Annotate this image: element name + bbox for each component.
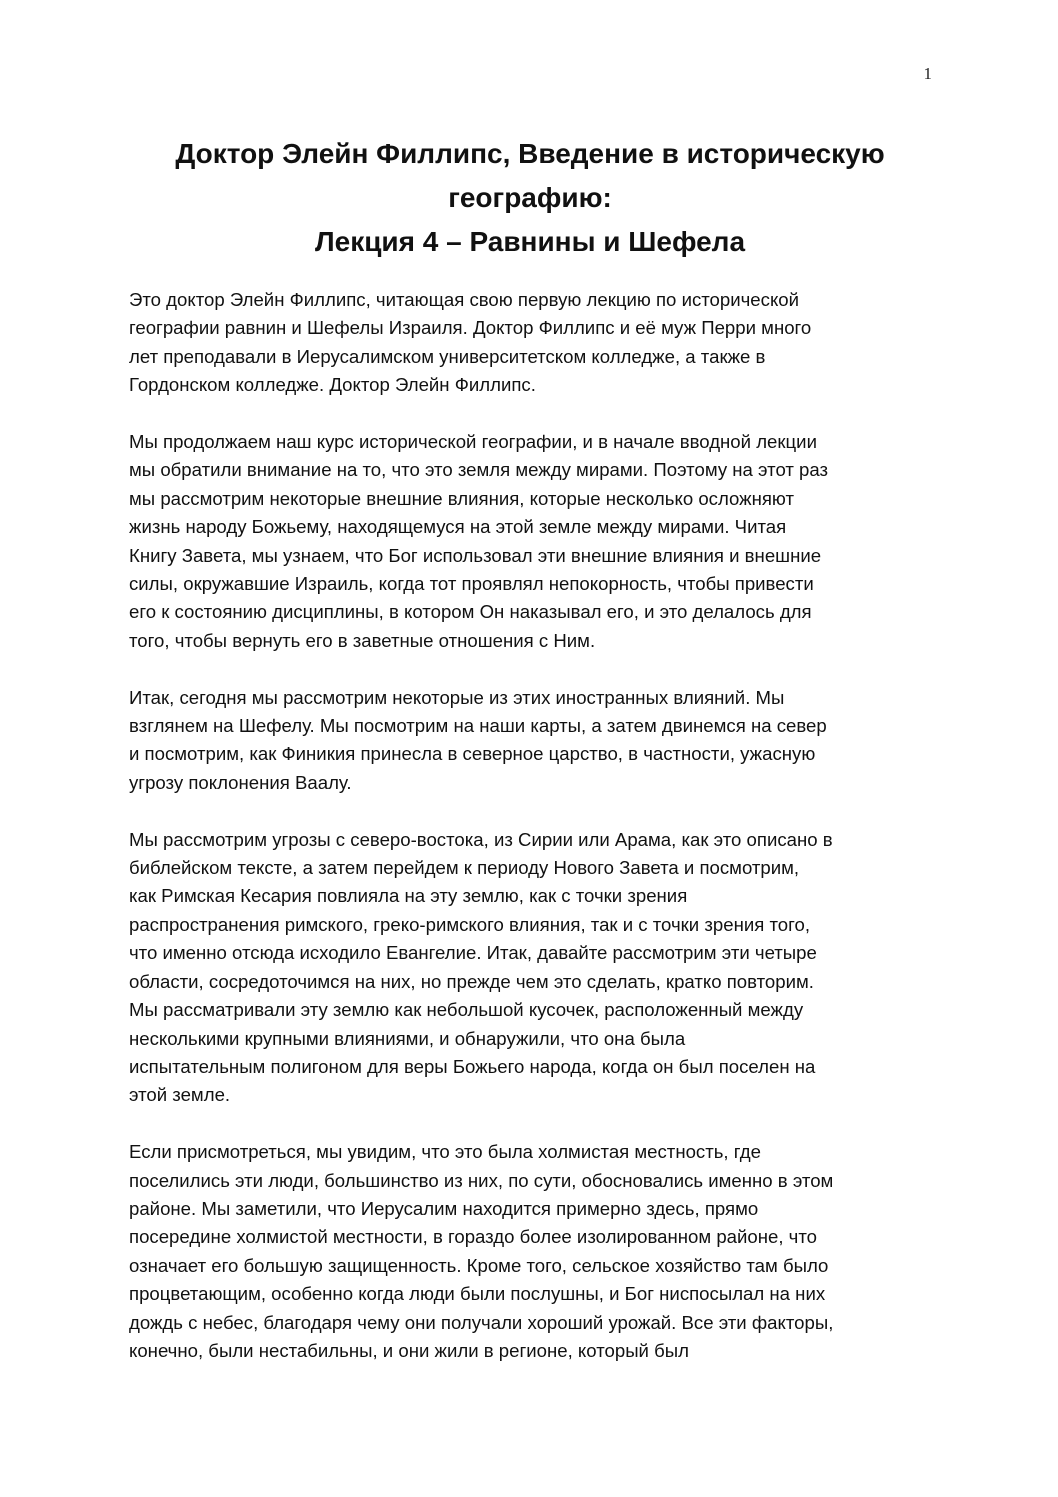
document-body bbox=[129, 286, 939, 1394]
paragraph-3: Итак, сегодня мы рассмотрим некоторые из этих иностранных влияний. Мы взглянем на Шефелу. Мы посмотрим на наши карты, а затем двинемся на север и посмотрим, как Финикия принесла в северное царство, в частности, ужасную угрозу поклонения Ваалу. bbox=[129, 686, 827, 793]
title-line-1: Доктор Элейн Филлипс, Введение в историческую bbox=[175, 138, 885, 169]
paragraph-1: Это доктор Элейн Филлипс, читающая свою первую лекцию по исторической географии равнин и Шефелы Израиля. Доктор Филлипс и её муж Перри много лет преподавали в Иерусалимском университетском колледже, а также в Гордонском колледже. Доктор Элейн Филлипс. bbox=[129, 289, 812, 396]
page-number: 1 bbox=[923, 64, 932, 83]
title-line-3: Лекция 4 – Равнины и Шефела bbox=[314, 226, 746, 257]
document-title bbox=[110, 132, 950, 264]
paragraph-5: Если присмотреться, мы увидим, что это была холмистая местность, где поселились эти люди, большинство из них, по сути, обосновались именно в этом районе. Мы заметили, что Иерусалим находится примерно здесь, прямо посередине холмистой местности, в гораздо более изолированном районе, что означает его большую защищенность. Кроме того, сельское хозяйство там было процветающим, особенно когда люди были послушны, и Бог ниспосылал на них дождь с небес, благодаря чему они получали хороший урожай. Все эти факторы, конечно, были нестабильны, и они жили в регионе, который был bbox=[129, 1141, 834, 1361]
paragraph-2: Мы продолжаем наш курс исторической географии, и в начале вводной лекции мы обратили внимание на то, что это земля между мирами. Поэтому на этот раз мы рассмотрим некоторые внешние влияния, которые несколько осложняют жизнь народу Божьему, находящемуся на этой земле между мирами. Читая Книгу Завета, мы узнаем, что Бог использовал эти внешние влияния и внешние силы, окружавшие Израиль, когда тот проявлял непокорность, чтобы привести его к состоянию дисциплины, в котором Он наказывал его, и это делалось для того, чтобы вернуть его в заветные отношения с Ним. bbox=[129, 431, 829, 651]
title-line-2: географию: bbox=[448, 182, 612, 213]
paragraph-4: Мы рассмотрим угрозы с северо-востока, из Сирии или Арама, как это описано в библейском тексте, а затем перейдем к периоду Нового Завета и посмотрим, как Римская Кесария повлияла на эту землю, как с точки зрения распространения римского, греко-римского влияния, так и с точки зрения того, что именно отсюда исходило Евангелие. Итак, давайте рассмотрим эти четыре области, сосредоточимся на них, но прежде чем это сделать, кратко повторим. Мы рассматривали эту землю как небольшой кусочек, расположенный между несколькими крупными влияниями, и обнаружили, что она была испытательным полигоном для веры Божьего народа, когда он был поселен на этой земле. bbox=[129, 828, 833, 1106]
